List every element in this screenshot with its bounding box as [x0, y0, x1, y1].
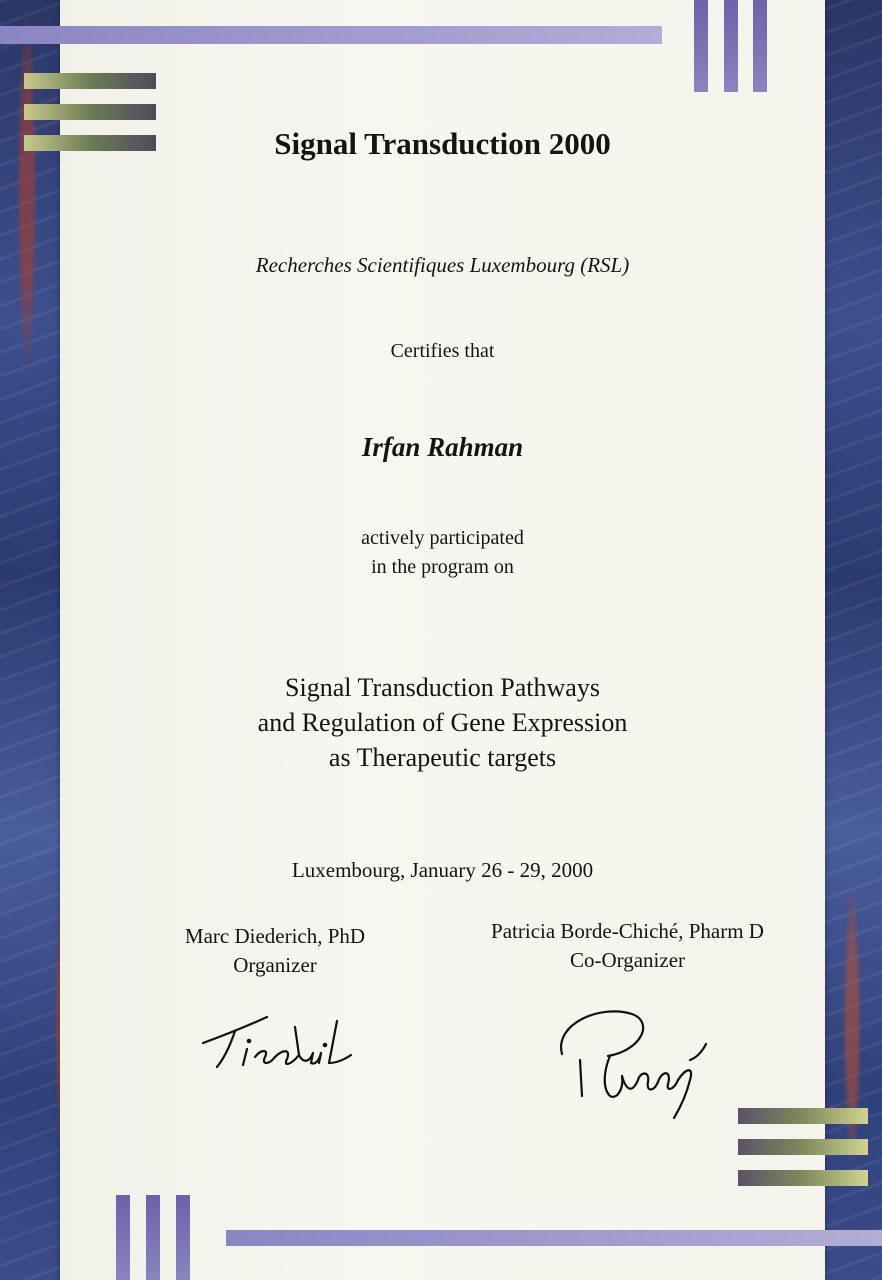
bottom-right-stripe-2 [738, 1139, 868, 1155]
top-left-stripe-2 [24, 104, 156, 120]
bottom-left-stripe-3 [176, 1195, 190, 1280]
top-right-stripe-1 [694, 0, 708, 92]
co-organizer-role: Co-Organizer [569, 948, 686, 972]
bottom-lavender-bar [226, 1230, 882, 1246]
bottom-right-stripe-3 [738, 1170, 868, 1186]
co-organizer-signature [550, 1000, 720, 1125]
bottom-right-stripe-1 [738, 1108, 868, 1124]
recipient-name: Irfan Rahman [361, 432, 524, 462]
co-organizer-name: Patricia Borde-Chiché, Pharm D [491, 919, 764, 943]
certificate-title: Signal Transduction 2000 [274, 126, 611, 161]
participation-line-1: actively participated [361, 527, 524, 549]
organizer-role: Organizer [233, 953, 317, 977]
organizer-block [150, 922, 400, 980]
top-right-stripe-2 [724, 0, 738, 92]
certifies-text: Certifies that [390, 340, 495, 362]
program-line-3: as Therapeutic targets [328, 743, 557, 772]
bottom-left-stripe-2 [146, 1195, 160, 1280]
participation-text [60, 524, 825, 582]
place-and-date: Luxembourg, January 26 - 29, 2000 [291, 858, 594, 882]
organizer-signature [195, 1005, 365, 1080]
top-left-stripe-1 [24, 73, 156, 89]
bottom-left-stripe-1 [116, 1195, 130, 1280]
participation-line-2: in the program on [371, 556, 514, 578]
top-right-stripe-3 [753, 0, 767, 92]
co-organizer-block [455, 917, 800, 975]
top-lavender-bar [0, 26, 662, 44]
program-title [60, 670, 825, 775]
program-line-1: Signal Transduction Pathways [285, 673, 600, 702]
program-line-2: and Regulation of Gene Expression [257, 708, 628, 737]
organizer-name: Marc Diederich, PhD [184, 924, 366, 948]
issuing-organization: Recherches Scientifiques Luxembourg (RSL) [255, 253, 630, 277]
